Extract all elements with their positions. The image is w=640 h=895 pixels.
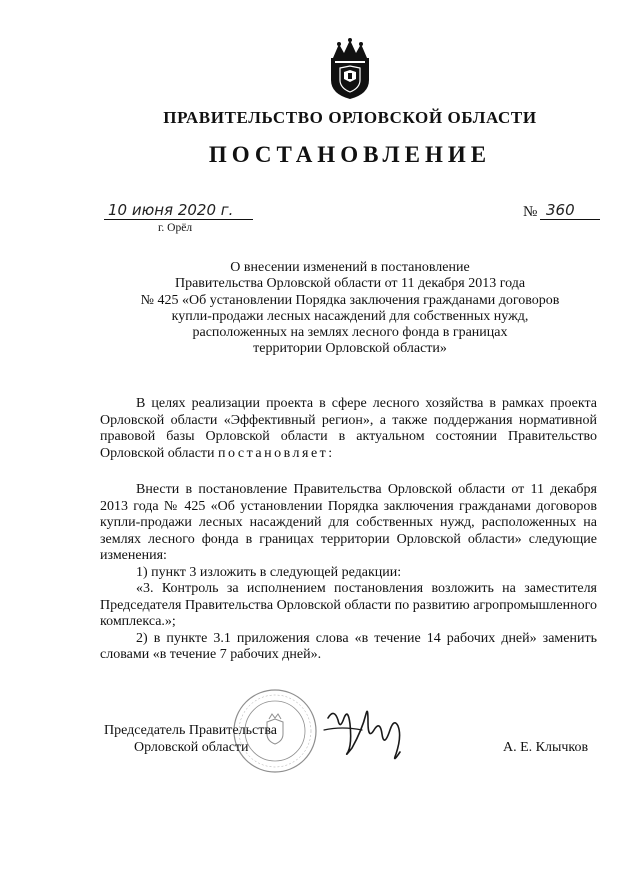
subject-line: № 425 «Об установлении Порядка заключения гражданами договоров <box>140 292 560 308</box>
official-seal-stamp <box>232 688 318 774</box>
city-label: г. Орёл <box>158 222 193 234</box>
preamble-paragraph <box>100 396 597 462</box>
handwritten-signature <box>322 700 412 770</box>
subject-line: Правительства Орловской области от 11 декабря 2013 года <box>174 276 526 292</box>
amendment-item-2: 2) в пункте 3.1 приложения слова «в течение 14 рабочих дней» заменить словами «в течение 7 рабочих дней». <box>100 630 597 662</box>
signatory-position-line1: Председатель Правительства <box>104 723 277 738</box>
decree-body <box>100 482 597 664</box>
resolve-verb: постановляет: <box>218 445 335 461</box>
coat-of-arms-emblem <box>325 38 375 100</box>
subject-line: расположенных на землях лесного фонда в границах <box>192 325 508 341</box>
amendment-item-1-quote: «3. Контроль за исполнением постановления возложить на заместителя Председателя Правительства Орловской области по развитию агропромышленного комплекса.»; <box>100 581 597 629</box>
subject-line: купли-продажи лесных насаждений для собственных нужд, <box>171 308 529 324</box>
number-label: № <box>523 204 538 220</box>
subject-line: территории Орловской области» <box>253 341 447 357</box>
document-number: 360 <box>540 201 600 220</box>
document-type-title: ПОСТАНОВЛЕНИЕ <box>208 142 492 167</box>
subject-line: О внесении изменений в постановление <box>230 260 470 275</box>
amendment-item-1: 1) пункт 3 изложить в следующей редакции: <box>136 564 402 580</box>
decree-subject <box>140 260 560 358</box>
signatory-position-line2: Орловской области <box>134 740 249 755</box>
main-clause: Внести в постановление Правительства Орловской области от 11 декабря 2013 года № 425 «Об установлении Порядка заключения гражданами договоров купли-продажи лесных насаждений для собственных нужд, расположенных на землях лесного фонда в границах территории Орловской области» следующие изменения: <box>100 482 597 563</box>
preamble-text: В целях реализации проекта в сфере лесного хозяйства в рамках проекта Орловской области «Эффективный регион», а также поддержания нормативной правовой базы Орловской области в актуальном состоянии Правительство Орловской области <box>100 396 597 461</box>
signatory-name: А. Е. Клычков <box>503 740 589 755</box>
organization-title: ПРАВИТЕЛЬСТВО ОРЛОВСКОЙ ОБЛАСТИ <box>163 108 537 127</box>
document-date: 10 июня 2020 г. <box>104 201 253 220</box>
